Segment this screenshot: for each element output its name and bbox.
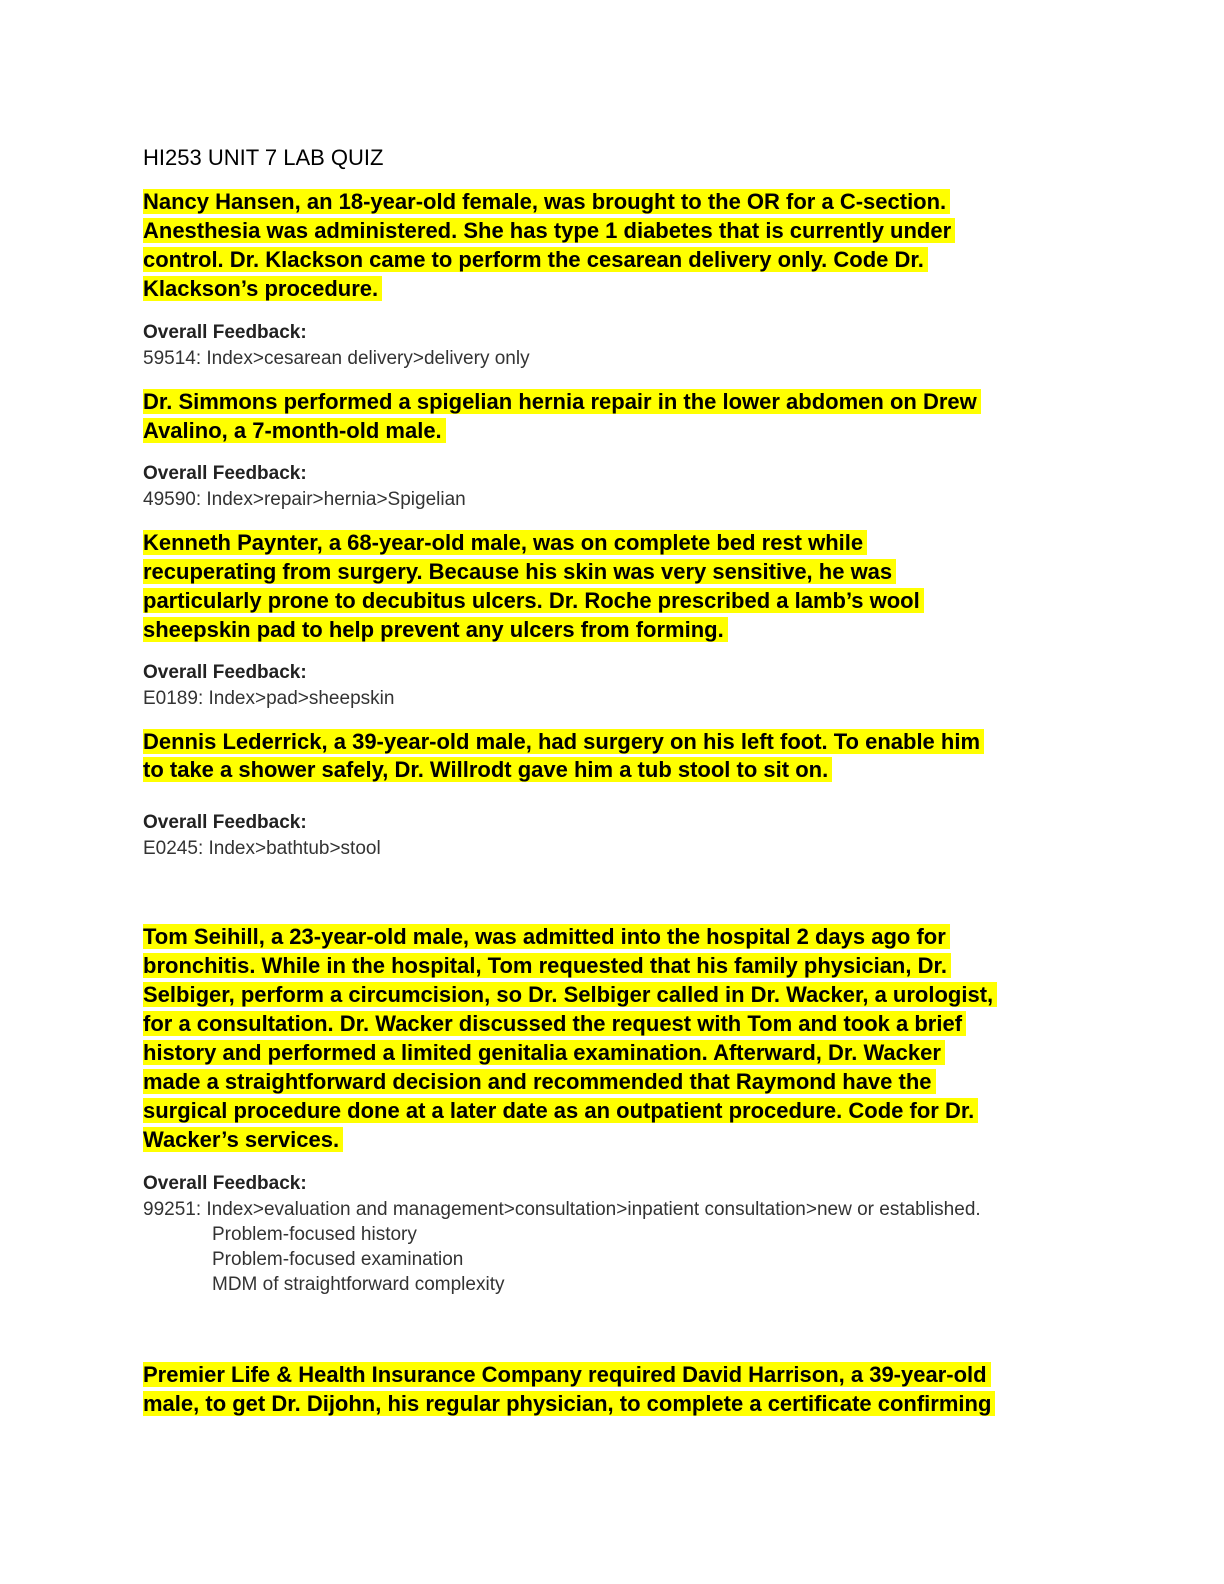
question-2 xyxy=(143,387,981,445)
question-1-line-3: control. Dr. Klackson came to perform the cesarean delivery only. Code Dr. xyxy=(143,247,928,272)
question-3-feedback-label: Overall Feedback: xyxy=(143,662,307,683)
question-4 xyxy=(143,727,984,784)
question-5-answer-detail-1: Problem-focused history xyxy=(212,1224,417,1245)
question-1-line-4: Klackson’s procedure. xyxy=(143,276,382,301)
question-6-line-2: male, to get Dr. Dijohn, his regular physician, to complete a certificate confirming xyxy=(143,1391,995,1416)
question-4-line-1: Dennis Lederrick, a 39-year-old male, had surgery on his left foot. To enable him xyxy=(143,729,984,754)
question-4-line-2: to take a shower safely, Dr. Willrodt gave him a tub stool to sit on. xyxy=(143,757,832,782)
question-6 xyxy=(143,1360,995,1418)
question-2-feedback-label: Overall Feedback: xyxy=(143,463,307,484)
question-5-feedback-label: Overall Feedback: xyxy=(143,1173,307,1194)
question-3 xyxy=(143,528,924,644)
question-1-feedback-label: Overall Feedback: xyxy=(143,322,307,343)
question-3-line-4: sheepskin pad to help prevent any ulcers from forming. xyxy=(143,617,728,642)
question-1-feedback xyxy=(143,346,530,371)
question-2-feedback xyxy=(143,487,466,512)
question-5-line-8: Wacker’s services. xyxy=(143,1127,343,1152)
question-3-feedback xyxy=(143,686,394,711)
question-4-answer: E0245: Index>bathtub>stool xyxy=(143,838,381,859)
question-1 xyxy=(143,187,955,303)
question-2-line-2: Avalino, a 7-month-old male. xyxy=(143,418,446,443)
question-5-line-4: for a consultation. Dr. Wacker discussed the request with Tom and took a brief xyxy=(143,1011,966,1036)
question-5-line-1: Tom Seihill, a 23-year-old male, was admitted into the hospital 2 days ago for xyxy=(143,924,950,949)
question-4-feedback xyxy=(143,836,381,861)
question-5-line-6: made a straightforward decision and recommended that Raymond have the xyxy=(143,1069,936,1094)
question-3-line-3: particularly prone to decubitus ulcers. Dr. Roche prescribed a lamb’s wool xyxy=(143,588,924,613)
question-1-line-2: Anesthesia was administered. She has type 1 diabetes that is currently under xyxy=(143,218,955,243)
question-3-line-2: recuperating from surgery. Because his skin was very sensitive, he was xyxy=(143,559,896,584)
question-5-line-5: history and performed a limited genitalia examination. Afterward, Dr. Wacker xyxy=(143,1040,945,1065)
question-3-answer: E0189: Index>pad>sheepskin xyxy=(143,688,395,709)
question-6-line-1: Premier Life & Health Insurance Company required David Harrison, a 39-year-old xyxy=(143,1362,991,1387)
question-5-line-2: bronchitis. While in the hospital, Tom requested that his family physician, Dr. xyxy=(143,953,951,978)
question-5-answer-detail-3: MDM of straightforward complexity xyxy=(212,1274,505,1295)
question-5 xyxy=(143,922,997,1154)
question-4-feedback-label: Overall Feedback: xyxy=(143,812,307,833)
question-1-line-1: Nancy Hansen, an 18-year-old female, was brought to the OR for a C-section. xyxy=(143,189,950,214)
question-5-answer-detail-2: Problem-focused examination xyxy=(212,1249,464,1270)
question-5-answer: 99251: Index>evaluation and management>consultation>inpatient consultation>new or established. xyxy=(143,1199,981,1220)
document-title: HI253 UNIT 7 LAB QUIZ xyxy=(143,145,384,170)
question-5-line-3: Selbiger, perform a circumcision, so Dr. Selbiger called in Dr. Wacker, a urologist, xyxy=(143,982,997,1007)
question-2-line-1: Dr. Simmons performed a spigelian hernia repair in the lower abdomen on Drew xyxy=(143,389,981,414)
question-2-answer: 49590: Index>repair>hernia>Spigelian xyxy=(143,489,466,510)
question-5-line-7: surgical procedure done at a later date as an outpatient procedure. Code for Dr. xyxy=(143,1098,978,1123)
question-1-answer: 59514: Index>cesarean delivery>delivery only xyxy=(143,348,530,369)
question-5-feedback xyxy=(143,1197,981,1297)
question-3-line-1: Kenneth Paynter, a 68-year-old male, was on complete bed rest while xyxy=(143,530,867,555)
